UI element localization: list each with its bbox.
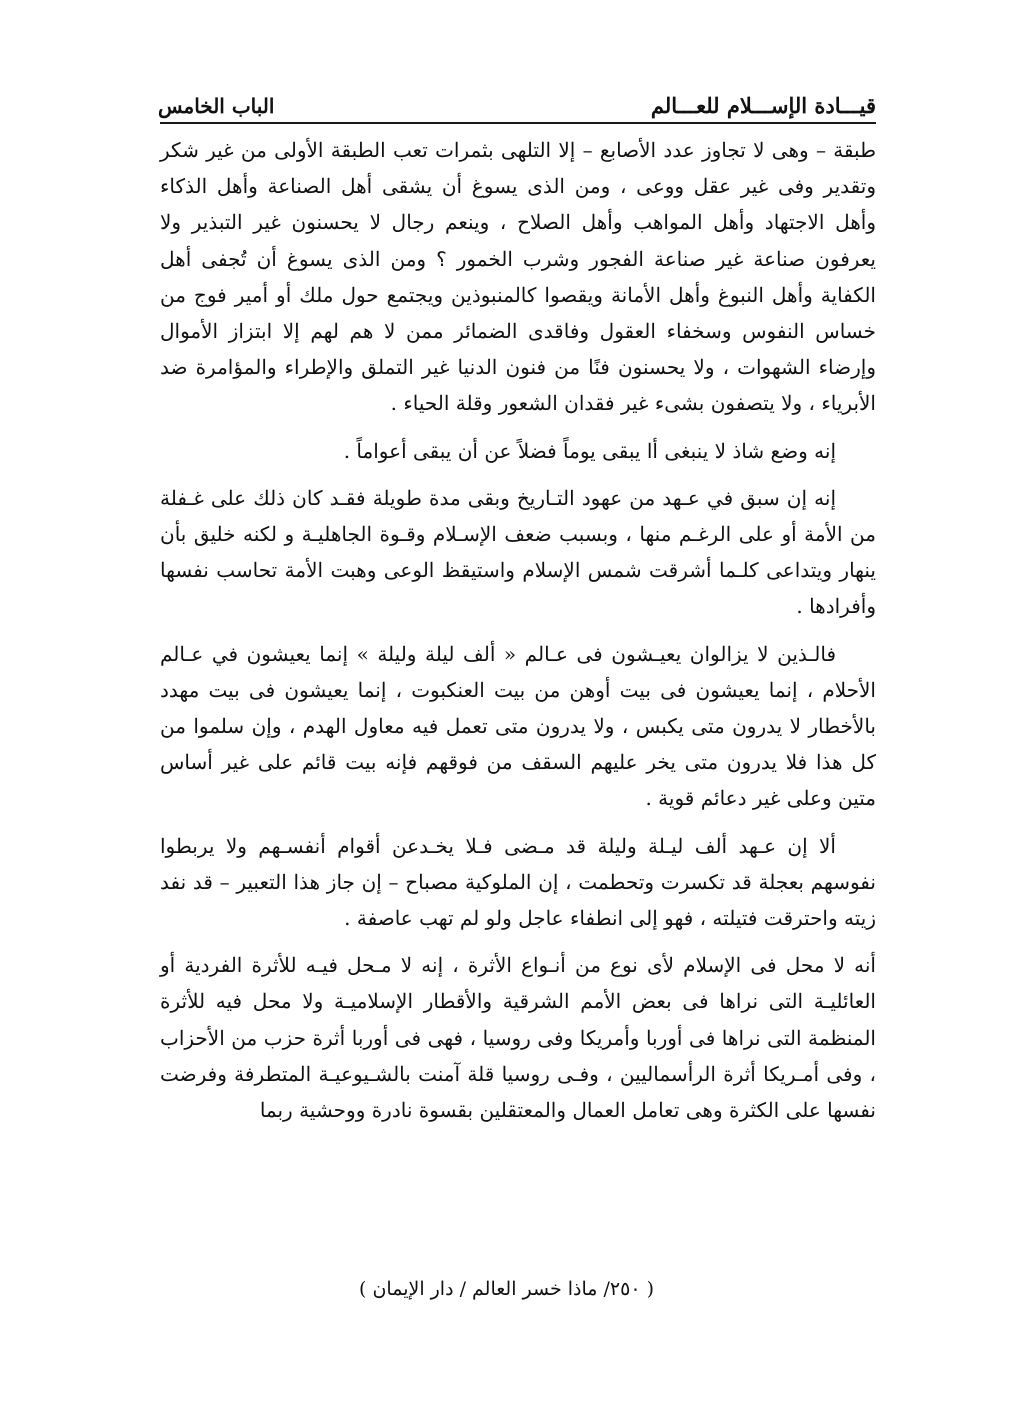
paragraph-3: إنه إن سبق في عـهد من عهود التـاريخ وبقى مدة طويلة فقـد كان ذلك على غـفلة من الأمة أو على الرغـم منها ، وبسبب ضعف الإسـلام وقـوة الجاهليـة و لكنه خليق بأن ينهار ويتداعى كلـما أشرقت شمس الإسلام واستيقظ الوعى وهبت الأمة تحاسب نفسها وأفرادها .: [160, 485, 876, 619]
paragraph-6: أنه لا محل فى الإسلام لأى نوع من أنـواع الأثرة ، إنه لا مـحل فيـه للأثرة الفردية أو العائليـة التى نراها فى بعض الأمم الشرقية والأقطار الإسلاميـة ولا محل فيه للأثرة المنظمة التى نراها فى أوربا وأمريكا وفى روسيا ، فهى فى أوربا أثرة حزب من الأحزاب ، وفى أمـريكا أثرة الرأسماليين ، وفـى روسيا قلة آمنت بالشـيوعيـة المتطرفة وفرضت نفسها على الكثرة وهى تعامل العمال والمعتقلين بقسوة نادرة ووحشية ربما: [160, 953, 876, 1123]
paragraph-2: إنه وضع شاذ لا ينبغى أا يبقى يوماً فضلاً عن أن يبقى أعواماً .: [343, 438, 836, 463]
header-divider: [160, 122, 876, 124]
paragraph-5: ألا إن عـهد ألف ليـلة وليلة قد مـضى فـلا يخـدعن أقوام أنفسـهم ولا يربطوا نفوسهم بعجلة قد تكسرت وتحطمت ، إن الملوكية مصباح – إن جاز هذا التعبير – قد نفد زيته واحترقت فتيلته ، فهو إلى انطفاء عاجل ولو لم تهب عاصفة .: [160, 833, 876, 931]
paragraph-4: فالـذين لا يزالوان يعيـشون فى عـالم « ألف ليلة وليلة » إنما يعيشون في عـالم الأحلام ، إنما يعيشون فى بيت أوهن من بيت العنكبوت ، إنما يعيشون فى بيت مهدد بالأخطار لا يدرون متى يكبس ، ولا يدرون متى تعمل فيه معاول الهدم ، وإن سلموا من كل هذا فلا يدرون متى يخر عليهم السقف من فوقهم فإنه بيت قائم على غير أساس متين وعلى غير دعائم قوية .: [160, 641, 877, 811]
page-body: [160, 132, 876, 1128]
chapter-title: الباب الخامس: [158, 94, 275, 118]
running-header: [158, 78, 876, 118]
paragraph-1: طبقة – وهى لا تجاوز عدد الأصابع – إلا التلهى بثمرات تعب الطبقة الأولى من غير شكر وتقدير وفى غير عقل ووعى ، ومن الذى يسوغ أن يشقى أهل الصناعة وأهل الذكاء وأهل الاجتهاد وأهل المواهب وأهل الصلاح ، وينعم رجال لا يحسنون غير التبذير ولا يعرفون صناعة غير صناعة الفجور وشرب الخمور ؟ ومن الذى يسوغ أن تُجفى أهل الكفاية وأهل النبوغ وأهل الأمانة ويقصوا كالمنبوذين ويجتمع حول ملك أو أمير فوج من خساس النفوس وسخفاء العقول وفاقدى الضمائر ممن لا هم لهم إلا ابتزاز الأموال وإرضاء الشهوات ، ولا يحسنون فنًا من فنون الدنيا غير التملق والإطراء والمؤامرة ضد الأبرياء ، ولا يتصفون بشىء غير فقدان الشعور وقلة الحياء .: [160, 138, 876, 416]
book-title: قيـــادة الإســـلام للعـــالم: [650, 93, 876, 118]
page-footer: ( ٢٥٠/ ماذا خسر العالم / دار الإيمان ): [359, 1278, 654, 1300]
